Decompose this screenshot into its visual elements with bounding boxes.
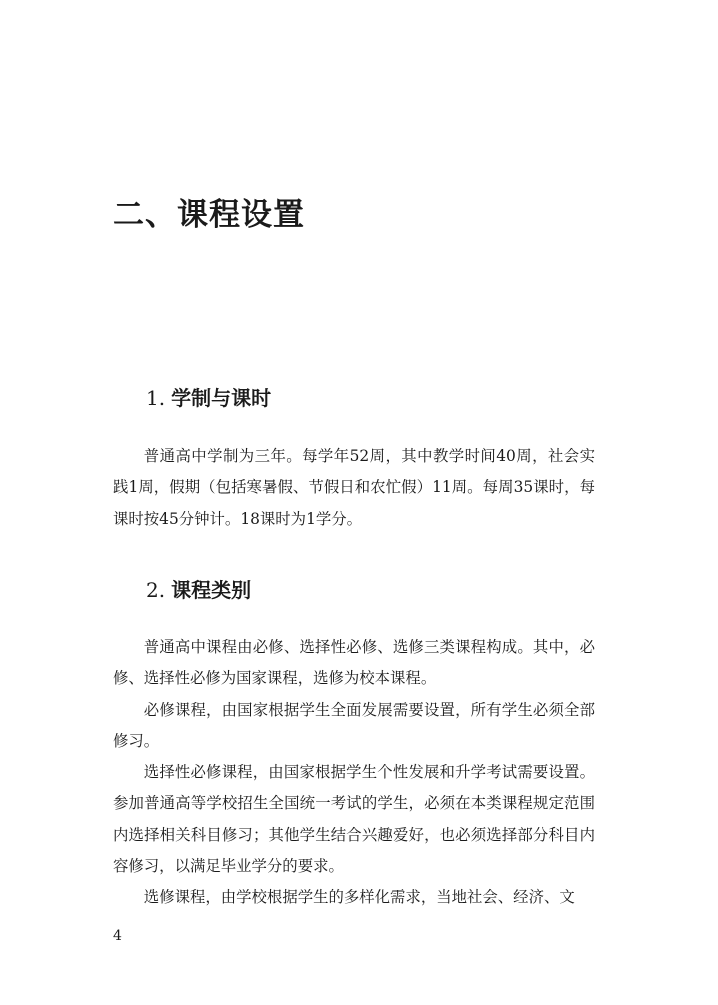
section-heading-course-types — [146, 576, 251, 604]
page-number: 4 — [113, 928, 122, 944]
paragraph: 普通高中课程由必修、选择性必修、选修三类课程构成。其中，必修、选择性必修为国家课程，选修为校本课程。 — [113, 638, 595, 688]
section-number: 1. — [146, 386, 166, 410]
section-title: 课程类别 — [171, 578, 252, 602]
paragraph: 普通高中学制为三年。每学年52周，其中教学时间40周，社会实践1周，假期（包括寒暑假、节假日和农忙假）11周。每周35课时，每课时按45分钟计。18课时为1学分。 — [113, 447, 595, 528]
paragraph: 选修课程，由学校根据学生的多样化需求，当地社会、经济、文 — [143, 888, 575, 907]
section-body-course-types — [113, 632, 595, 914]
paragraph: 选择性必修课程，由国家根据学生个性发展和升学考试需要设置。参加普通高等学校招生全国统一考试的学生，必须在本类课程规定范围内选择相关科目修习；其他学生结合兴趣爱好，也必须选择部分科目内容修习，以满足毕业学分的要求。 — [113, 763, 595, 876]
chapter-title: 二、课程设置 — [113, 197, 305, 233]
section-number: 2. — [146, 578, 166, 602]
section-heading-schooling — [146, 384, 271, 412]
paragraph: 必修课程，由国家根据学生全面发展需要设置，所有学生必须全部修习。 — [113, 700, 595, 750]
section-title: 学制与课时 — [171, 386, 272, 410]
section-body-schooling — [113, 441, 595, 535]
